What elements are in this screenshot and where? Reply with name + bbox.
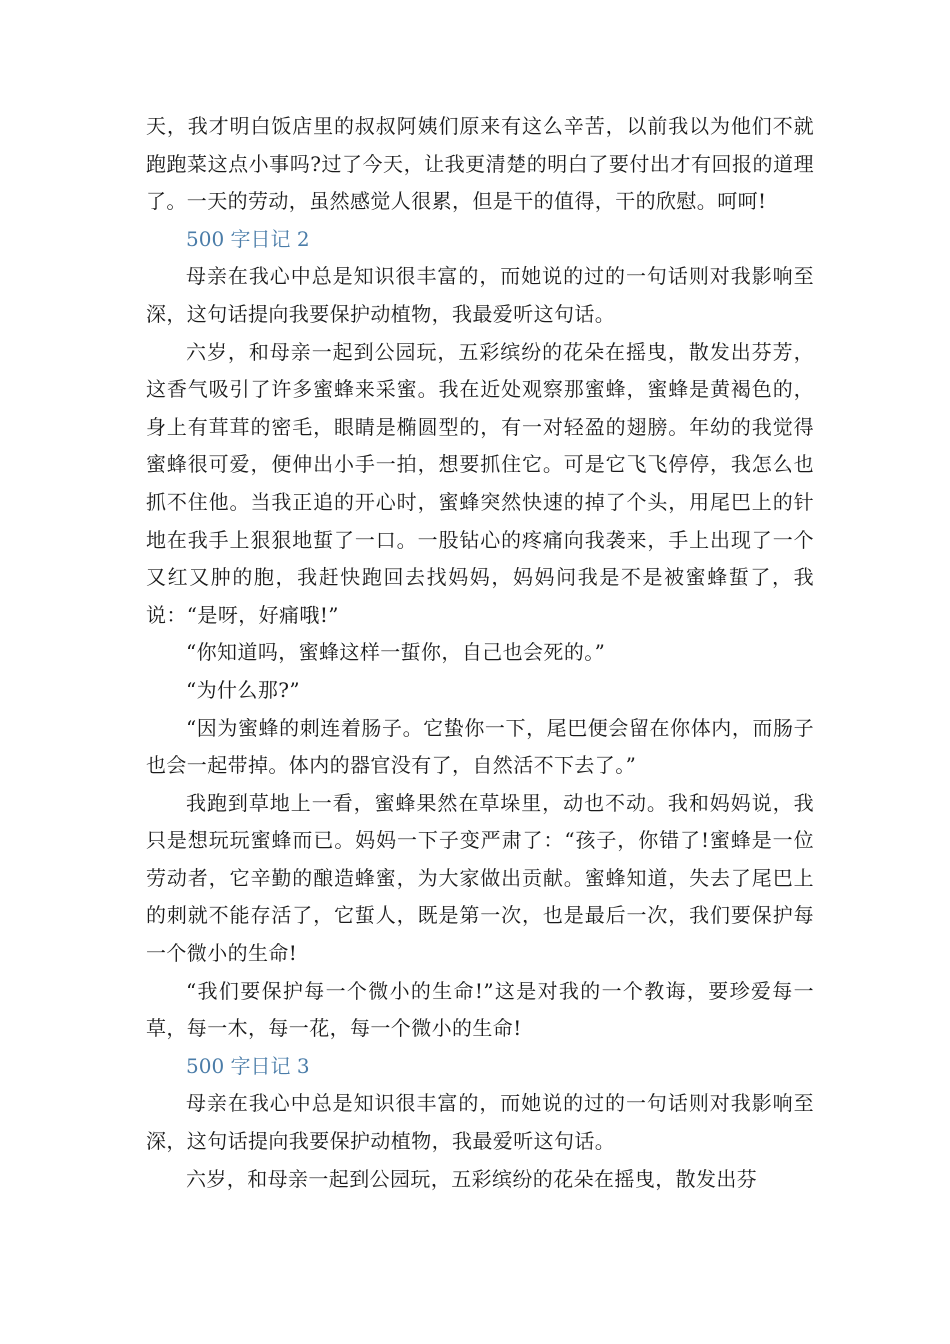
paragraph: 母亲在我心中总是知识很丰富的，而她说的过的一句话则对我影响至深，这句话提向我要保护动植物，我最爱听这句话。 <box>146 1091 814 1154</box>
paragraph-dialogue: “为什么那?” <box>186 677 300 702</box>
paragraph-dialogue: “你知道吗，蜜蜂这样一蜇你，自己也会死的。” <box>186 640 606 665</box>
paragraph: 六岁，和母亲一起到公园玩，五彩缤纷的花朵在摇曳，散发出芬 <box>186 1166 758 1191</box>
paragraph: “我们要保护每一个微小的生命!”这是对我的一个教诲，要珍爱每一草，每一木，每一花，每一个微小的生命! <box>146 978 814 1041</box>
document-page <box>146 108 814 1198</box>
paragraph: 六岁，和母亲一起到公园玩，五彩缤纷的花朵在摇曳，散发出芬芳，这香气吸引了许多蜜蜂来采蜜。我在近处观察那蜜蜂，蜜蜂是黄褐色的，身上有茸茸的密毛，眼睛是椭圆型的，有一对轻盈的翅膀。年幼的我觉得蜜蜂很可爱，便伸出小手一拍，想要抓住它。可是它飞飞停停，我怎么也抓不住他。当我正追的开心时，蜜蜂突然快速的掉了个头，用尾巴上的针地在我手上狠狠地蜇了一口。一股钻心的疼痛向我袭来，手上出现了一个又红又肿的胞，我赶快跑回去找妈妈，妈妈问我是不是被蜜蜂蜇了，我说：“是呀，好痛哦!” <box>146 339 814 627</box>
paragraph: 母亲在我心中总是知识很丰富的，而她说的过的一句话则对我影响至深，这句话提向我要保护动植物，我最爱听这句话。 <box>146 264 814 326</box>
section-heading-2: 500 字日记 2 <box>186 226 310 251</box>
section-heading-3: 500 字日记 3 <box>186 1053 310 1078</box>
paragraph-dialogue: “因为蜜蜂的刺连着肠子。它蛰你一下，尾巴便会留在你体内，而肠子也会一起带掉。体内的器官没有了，自然活不下去了。” <box>146 715 814 778</box>
paragraph-continued: 天，我才明白饭店里的叔叔阿姨们原来有这么辛苦，以前我以为他们不就跑跑菜这点小事吗?过了今天，让我更清楚的明白了要付出才有回报的道理了。一天的劳动，虽然感觉人很累，但是干的值得，干的欣慰。呵呵! <box>146 114 814 214</box>
paragraph: 我跑到草地上一看，蜜蜂果然在草垛里，动也不动。我和妈妈说，我只是想玩玩蜜蜂而已。妈妈一下子变严肃了：“孩子，你错了!蜜蜂是一位劳动者，它辛勤的酿造蜂蜜，为大家做出贡献。蜜蜂知道，失去了尾巴上的刺就不能存活了，它蜇人，既是第一次，也是最后一次，我们要保护每一个微小的生命! <box>146 790 814 966</box>
